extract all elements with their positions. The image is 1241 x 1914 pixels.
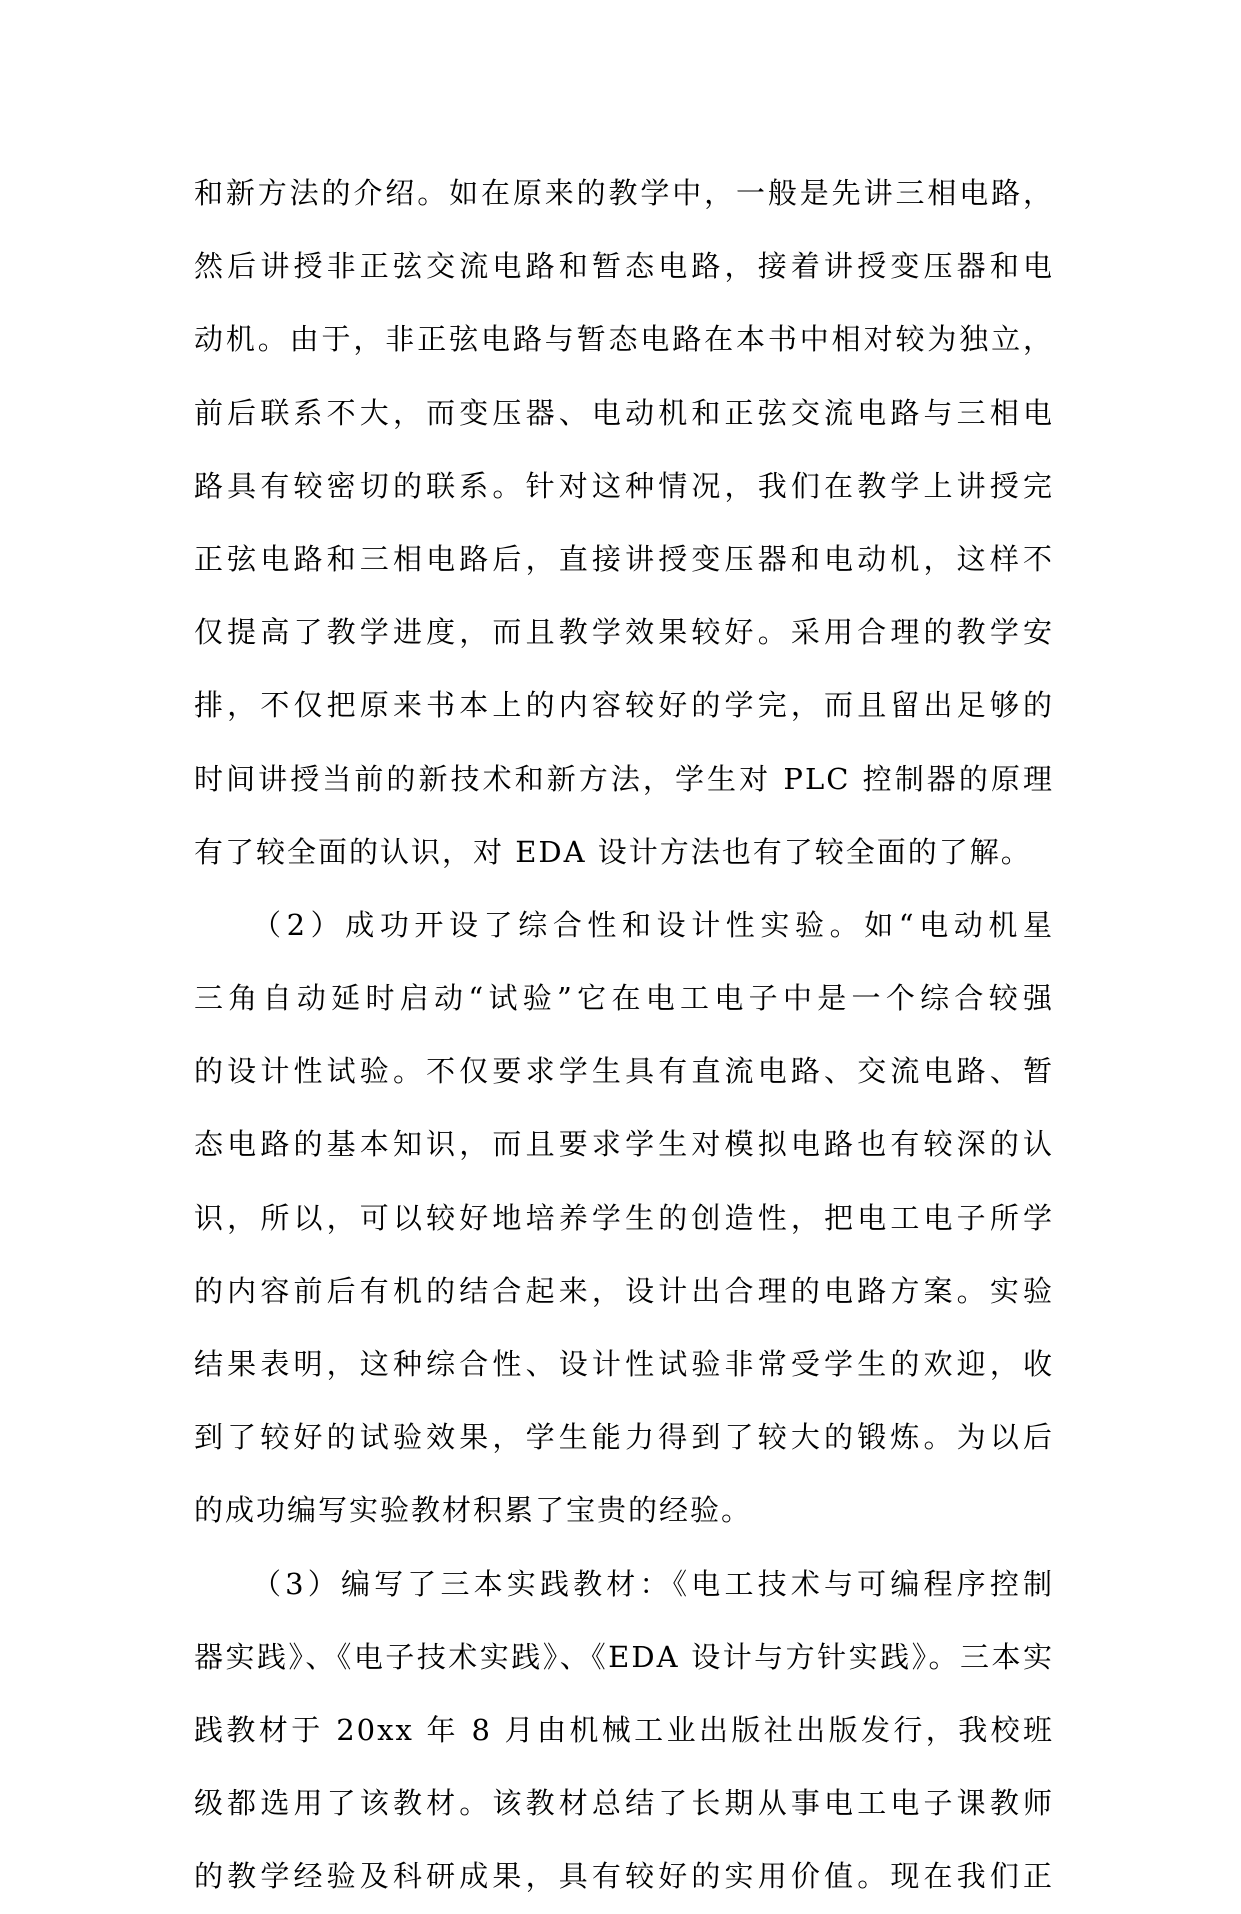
text-line: 识，所以，可以较好地培养学生的创造性，把电工电子所学 [194,1200,1054,1235]
text-line: 三角自动延时启动“试验”它在电工电子中是一个综合较强 [194,981,1054,1016]
text-line: 排，不仅把原来书本上的内容较好的学完，而且留出足够的 [194,688,1054,723]
text-line: 到了较好的试验效果，学生能力得到了较大的锻炼。为以后 [194,1420,1054,1455]
text-line: 正弦电路和三相电路后，直接讲授变压器和电动机，这样不 [194,541,1054,576]
text-line: 的成功编写实验教材积累了宝贵的经验。 [194,1493,753,1528]
document-body [194,157,1054,1914]
text-line: 有了较全面的认识，对 EDA 设计方法也有了较全面的了解。 [194,834,1032,869]
text-line: 然后讲授非正弦交流电路和暂态电路，接着讲授变压器和电 [194,249,1054,284]
text-line: 仅提高了教学进度，而且教学效果较好。采用合理的教学安 [194,615,1054,650]
text-line: 时间讲授当前的新技术和新方法，学生对 PLC 控制器的原理 [194,761,1054,796]
text-line: 路具有较密切的联系。针对这种情况，我们在教学上讲授完 [194,468,1054,503]
text-line: 的内容前后有机的结合起来，设计出合理的电路方案。实验 [194,1273,1054,1308]
text-line: 的设计性试验。不仅要求学生具有直流电路、交流电路、暂 [194,1054,1054,1089]
text-line: 态电路的基本知识，而且要求学生对模拟电路也有较深的认 [194,1127,1054,1162]
text-line: 践教材于 20xx 年 8 月由机械工业出版社出版发行，我校班 [194,1712,1054,1747]
text-line: 和新方法的介绍。如在原来的教学中，一般是先讲三相电路， [194,176,1054,210]
text-line: 前后联系不大，而变压器、电动机和正弦交流电路与三相电 [194,395,1054,430]
paragraph-2-first-line: （2）成功开设了综合性和设计性实验。如“电动机星 [252,907,1054,942]
text-line: 动机。由于，非正弦电路与暂态电路在本书中相对较为独立， [194,322,1054,357]
text-line: 结果表明，这种综合性、设计性试验非常受学生的欢迎，收 [194,1347,1054,1381]
text-line: 的教学经验及科研成果，具有较好的实用价值。现在我们正 [194,1859,1054,1894]
paragraph-3-first-line: （3）编写了三本实践教材：《电工技术与可编程序控制 [252,1566,1054,1601]
text-line: 级都选用了该教材。该教材总结了长期从事电工电子课教师 [194,1786,1054,1821]
text-line: 器实践》、《电子技术实践》、《EDA 设计与方针实践》。三本实 [194,1639,1054,1674]
